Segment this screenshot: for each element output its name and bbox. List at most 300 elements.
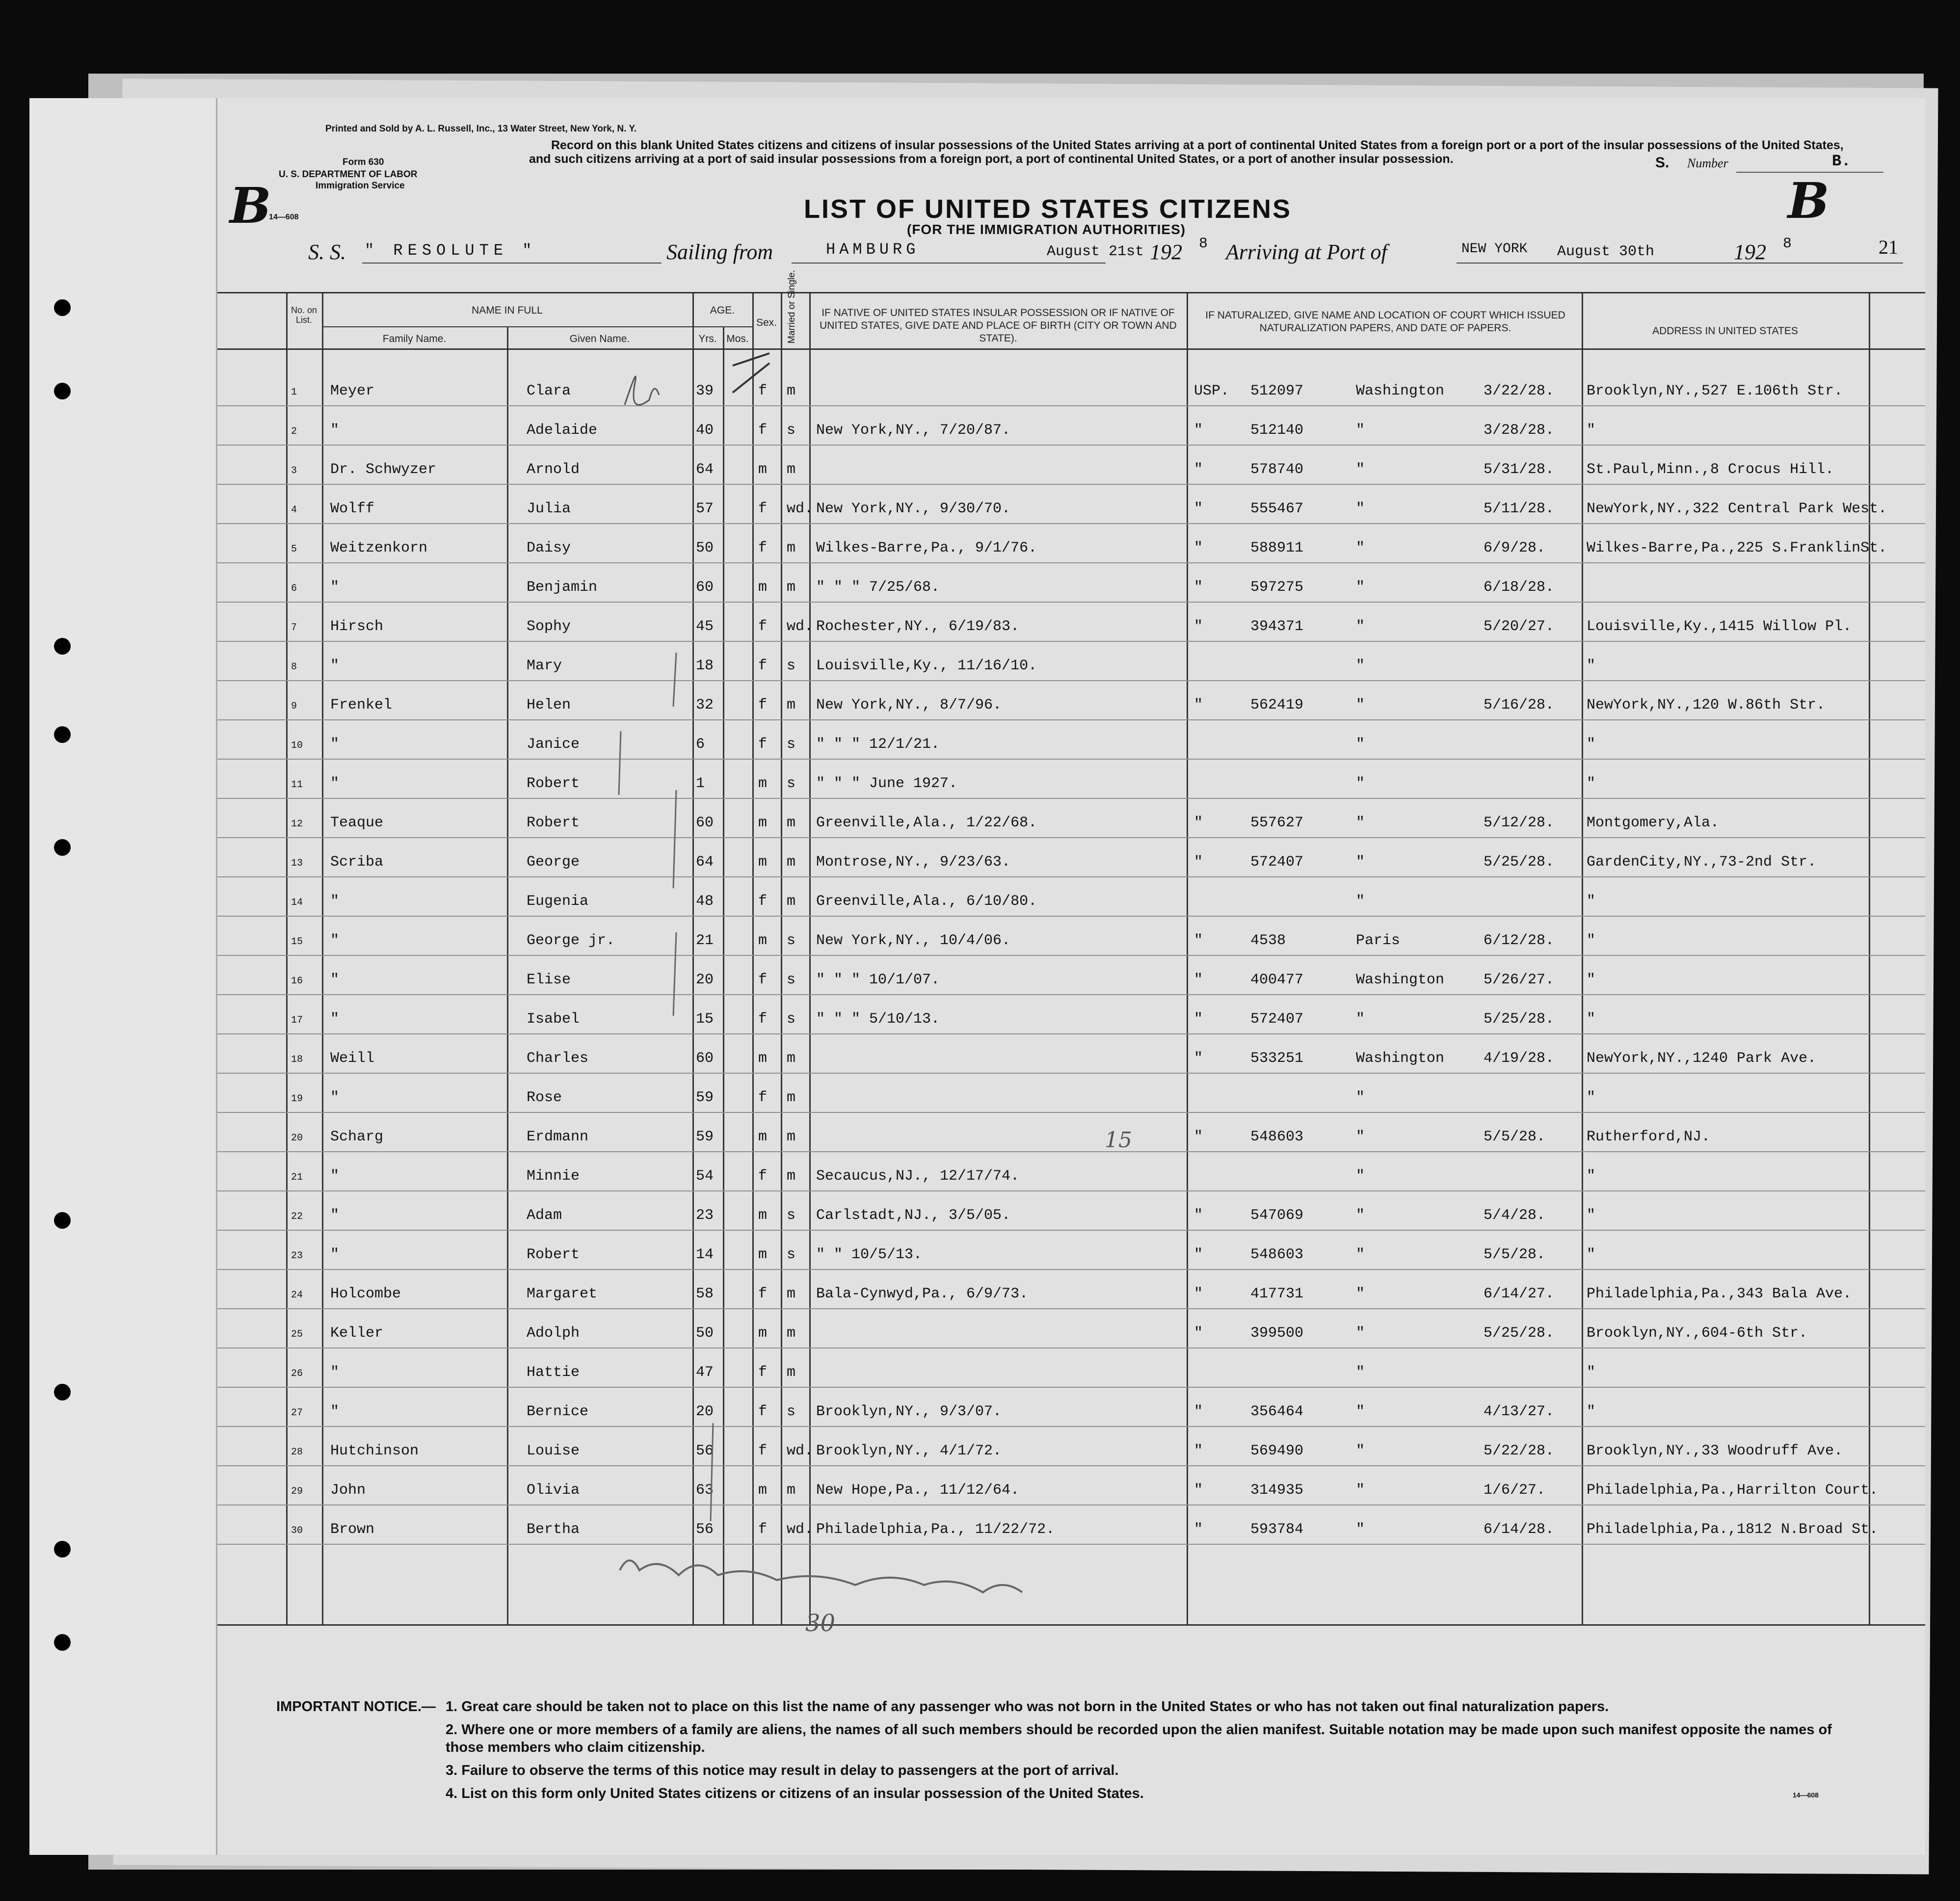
cert-prefix: " [1194, 972, 1203, 988]
family-name: " [330, 658, 340, 674]
court-location: Paris [1356, 932, 1401, 949]
sex: m [758, 1129, 768, 1145]
header-no: No. on List. [291, 305, 318, 325]
number-label: Number [1687, 156, 1728, 170]
row-number: 13 [291, 858, 303, 869]
age-years: 50 [696, 1325, 714, 1342]
marital-status: m [787, 697, 796, 713]
sex: f [758, 736, 768, 753]
row-number: 3 [291, 465, 297, 476]
sex: m [758, 1246, 768, 1263]
paper-date: 6/9/28. [1483, 540, 1546, 556]
row-number: 30 [291, 1525, 303, 1536]
age-years: 57 [696, 501, 714, 517]
given-name: Daisy [527, 540, 571, 556]
sex: m [758, 854, 768, 871]
header-yrs: Yrs. [698, 333, 717, 344]
paper-date: 4/13/27. [1483, 1403, 1555, 1420]
age-years: 60 [696, 1050, 714, 1067]
serial-s: S. [1655, 155, 1669, 171]
age-years: 21 [696, 932, 714, 949]
sex: m [758, 815, 768, 831]
punch-hole [54, 726, 71, 743]
family-name: Weitzenkorn [330, 540, 428, 556]
header-given: Given Name. [569, 333, 630, 344]
given-name: Minnie [527, 1168, 580, 1185]
age-years: 56 [696, 1443, 714, 1459]
row-number: 2 [291, 426, 297, 437]
address: Rutherford,NJ. [1587, 1129, 1711, 1145]
marital-status: m [787, 461, 796, 478]
paper-date: 5/25/28. [1483, 1325, 1555, 1342]
row-number: 10 [291, 740, 303, 751]
notice-item-1: 1. Great care should be taken not to place on this list the name of any passenger who was not born in the United States or who has not taken out final naturalization papers. [446, 1699, 1609, 1715]
address: " [1587, 932, 1596, 949]
year-prefix-2: 192 [1734, 240, 1766, 264]
age-years: 60 [696, 579, 714, 596]
cert-number: 562419 [1250, 697, 1304, 713]
list-letter-right: B [1788, 172, 1829, 230]
notice-label: IMPORTANT NOTICE.— [276, 1699, 436, 1715]
cert-number: 417731 [1250, 1286, 1304, 1302]
row-number: 24 [291, 1290, 303, 1301]
sex: f [758, 501, 768, 517]
given-name: Erdmann [527, 1129, 589, 1145]
age-years: 56 [696, 1521, 714, 1538]
sex: f [758, 1286, 768, 1302]
department: U. S. DEPARTMENT OF LABOR [279, 169, 418, 180]
given-name: Adolph [527, 1325, 580, 1342]
binding-strip [29, 98, 218, 1855]
family-name: " [330, 775, 340, 792]
address: " [1587, 1011, 1596, 1028]
cert-prefix: " [1194, 1521, 1203, 1538]
court-location: " [1356, 1129, 1365, 1145]
cert-prefix: " [1194, 1482, 1203, 1499]
given-name: Adam [527, 1207, 562, 1224]
row-number: 9 [291, 701, 297, 712]
given-name: Hattie [527, 1364, 580, 1381]
sex: m [758, 775, 768, 792]
birth-place-date: " " " 7/25/68. [816, 579, 940, 596]
marital-status: m [787, 1050, 796, 1067]
court-location: " [1356, 461, 1365, 478]
cert-number: 578740 [1250, 461, 1304, 478]
birth-place-date: Brooklyn,NY., 4/1/72. [816, 1443, 1002, 1459]
birth-place-date: Carlstadt,NJ., 3/5/05. [816, 1207, 1011, 1224]
to-port: NEW YORK [1461, 241, 1528, 257]
family-name: Dr. Schwyzer [330, 461, 437, 478]
number-value: B. [1832, 152, 1851, 170]
punch-hole [54, 1541, 71, 1558]
given-name: Bernice [527, 1403, 589, 1420]
address: " [1587, 972, 1596, 988]
given-name: Benjamin [527, 579, 598, 596]
form-title: LIST OF UNITED STATES CITIZENS [804, 194, 1292, 224]
row-number: 11 [291, 779, 303, 791]
arrive-date: August 30th [1557, 243, 1655, 260]
year-digit-2: 8 [1783, 236, 1792, 252]
address: " [1587, 893, 1596, 910]
marital-status: m [787, 1286, 796, 1302]
header-mos: Mos. [726, 333, 749, 344]
family-name: " [330, 1168, 340, 1185]
form-subtitle: (FOR THE IMMIGRATION AUTHORITIES) [907, 222, 1186, 237]
row-number: 20 [291, 1133, 303, 1144]
punch-hole [54, 1384, 71, 1400]
court-location: " [1356, 1482, 1365, 1499]
family-name: " [330, 422, 340, 439]
paper-date: 5/12/28. [1483, 815, 1555, 831]
address: NewYork,NY.,1240 Park Ave. [1587, 1050, 1817, 1067]
cert-number: 572407 [1250, 1011, 1304, 1028]
sex: f [758, 1168, 768, 1185]
family-name: " [330, 1207, 340, 1224]
ship-name: " RESOLUTE " [365, 241, 537, 260]
address: Brooklyn,NY.,604-6th Str. [1587, 1325, 1808, 1342]
family-name: Keller [330, 1325, 384, 1342]
cert-prefix: " [1194, 1443, 1203, 1459]
age-years: 58 [696, 1286, 714, 1302]
marital-status: m [787, 1364, 796, 1381]
address: Philadelphia,Pa.,1812 N.Broad St. [1587, 1521, 1879, 1538]
court-location: " [1356, 618, 1365, 635]
court-location: " [1356, 1286, 1365, 1302]
marital-status: s [787, 658, 796, 674]
header-naturalized: IF NATURALIZED, GIVE NAME AND LOCATION OF COURT WHICH ISSUED NATURALIZATION PAPERS, AND DATE OF PAPERS. [1205, 310, 1565, 334]
row-number: 29 [291, 1486, 303, 1497]
paper-date: 5/22/28. [1483, 1443, 1555, 1459]
court-location: " [1356, 736, 1365, 753]
marital-status: m [787, 893, 796, 910]
birth-place-date: Montrose,NY., 9/23/63. [816, 854, 1011, 871]
paper-date: 4/19/28. [1483, 1050, 1555, 1067]
age-years: 59 [696, 1129, 714, 1145]
marital-status: s [787, 932, 796, 949]
given-name: Bertha [527, 1521, 580, 1538]
manifest-page [216, 98, 1925, 1855]
cert-prefix: " [1194, 422, 1203, 439]
sex: f [758, 658, 768, 674]
marital-status: s [787, 775, 796, 792]
address: " [1587, 1364, 1596, 1381]
birth-place-date: " " " June 1927. [816, 775, 958, 792]
cert-prefix: " [1194, 501, 1203, 517]
address: " [1587, 1168, 1596, 1185]
row-number: 5 [291, 544, 297, 555]
age-years: 40 [696, 422, 714, 439]
family-name: " [330, 1089, 340, 1106]
row-number: 15 [291, 936, 303, 948]
age-years: 48 [696, 893, 714, 910]
row-number: 16 [291, 976, 303, 987]
court-location: " [1356, 697, 1365, 713]
cert-number: 547069 [1250, 1207, 1304, 1224]
header-family: Family Name. [382, 333, 447, 344]
court-location: " [1356, 422, 1365, 439]
cert-number: 512097 [1250, 383, 1304, 399]
age-years: 15 [696, 1011, 714, 1028]
birth-place-date: Louisville,Ky., 11/16/10. [816, 658, 1037, 674]
year-digit: 8 [1199, 236, 1208, 252]
header-address: ADDRESS IN UNITED STATES [1652, 325, 1798, 337]
address: Wilkes-Barre,Pa.,225 S.FranklinSt. [1587, 540, 1887, 556]
address: " [1587, 736, 1596, 753]
year-prefix: 192 [1150, 240, 1182, 264]
punch-hole [54, 383, 71, 399]
address: NewYork,NY.,120 W.86th Str. [1587, 697, 1826, 713]
row-number: 19 [291, 1093, 303, 1105]
birth-place-date: Secaucus,NJ., 12/17/74. [816, 1168, 1020, 1185]
family-name: John [330, 1482, 366, 1499]
sex: m [758, 579, 768, 596]
birth-place-date: Bala-Cynwyd,Pa., 6/9/73. [816, 1286, 1029, 1302]
marital-status: s [787, 422, 796, 439]
cert-prefix: " [1194, 1050, 1203, 1067]
age-years: 6 [696, 736, 705, 753]
paper-date: 3/28/28. [1483, 422, 1555, 439]
marital-status: m [787, 815, 796, 831]
given-name: Arnold [527, 461, 580, 478]
paper-date: 6/14/28. [1483, 1521, 1555, 1538]
birth-place-date: " " " 10/1/07. [816, 972, 940, 988]
marital-status: s [787, 1011, 796, 1028]
cert-prefix: " [1194, 579, 1203, 596]
birth-place-date: " " " 12/1/21. [816, 736, 940, 753]
paper-date: 5/31/28. [1483, 461, 1555, 478]
age-years: 63 [696, 1482, 714, 1499]
cert-number: 557627 [1250, 815, 1304, 831]
family-name: Scharg [330, 1129, 384, 1145]
address: NewYork,NY.,322 Central Park West. [1587, 501, 1887, 517]
age-years: 39 [696, 383, 714, 399]
pencil-lines-2 [619, 731, 713, 1521]
cert-number: 533251 [1250, 1050, 1304, 1067]
marital-status: m [787, 540, 796, 556]
given-name: Louise [527, 1443, 580, 1459]
sex: m [758, 461, 768, 478]
given-name: Robert [527, 1246, 580, 1263]
handwritten-total: 30 [805, 1610, 836, 1637]
cert-prefix: " [1194, 697, 1203, 713]
address: " [1587, 658, 1596, 674]
sex: m [758, 1482, 768, 1499]
cert-number: 512140 [1250, 422, 1304, 439]
pencil-lines [673, 653, 676, 1016]
sex: m [758, 1050, 768, 1067]
notice-item-3: 3. Failure to observe the terms of this notice may result in delay to passengers at the port of arrival. [446, 1763, 1119, 1778]
paper-date: 5/20/27. [1483, 618, 1555, 635]
row-number: 1 [291, 387, 297, 398]
court-location: " [1356, 815, 1365, 831]
age-years: 59 [696, 1089, 714, 1106]
paper-date: 5/26/27. [1483, 972, 1555, 988]
family-name: Wolff [330, 501, 375, 517]
age-years: 18 [696, 658, 714, 674]
notice-form-code: 14—608 [1793, 1791, 1819, 1799]
sex: f [758, 1521, 768, 1538]
punch-hole [54, 1212, 71, 1229]
age-years: 23 [696, 1207, 714, 1224]
cert-number: 356464 [1250, 1403, 1304, 1420]
address: " [1587, 422, 1596, 439]
given-name: Mary [527, 658, 562, 674]
cert-prefix: USP. [1194, 383, 1230, 399]
paper-date: 5/16/28. [1483, 697, 1555, 713]
marital-status: m [787, 383, 796, 399]
paper-date: 1/6/27. [1483, 1482, 1546, 1499]
court-location: " [1356, 1089, 1365, 1106]
family-name: Hirsch [330, 618, 384, 635]
marital-status: wd. [787, 501, 814, 517]
cert-prefix: " [1194, 1325, 1203, 1342]
given-name: Julia [527, 501, 571, 517]
marital-status: m [787, 854, 796, 871]
cert-number: 569490 [1250, 1443, 1304, 1459]
family-name: Meyer [330, 383, 375, 399]
age-years: 45 [696, 618, 714, 635]
marital-status: s [787, 972, 796, 988]
age-years: 14 [696, 1246, 714, 1263]
row-number: 22 [291, 1211, 303, 1222]
row-number: 21 [291, 1172, 303, 1183]
page-number: 21 [1879, 236, 1898, 258]
cert-number: 314935 [1250, 1482, 1304, 1499]
sailing-label: Sailing from [666, 240, 773, 264]
check-marks [733, 353, 769, 393]
cert-number: 555467 [1250, 501, 1304, 517]
birth-place-date: Greenville,Ala., 1/22/68. [816, 815, 1037, 831]
age-years: 47 [696, 1364, 714, 1381]
row-number: 14 [291, 897, 303, 908]
marital-status: s [787, 1403, 796, 1420]
court-location: " [1356, 501, 1365, 517]
birth-place-date: New Hope,Pa., 11/12/64. [816, 1482, 1020, 1499]
birth-place-date: Rochester,NY., 6/19/83. [816, 618, 1020, 635]
sex: m [758, 1325, 768, 1342]
paper-date: 6/18/28. [1483, 579, 1555, 596]
marital-status: m [787, 1168, 796, 1185]
cert-prefix: " [1194, 854, 1203, 871]
cert-prefix: " [1194, 1246, 1203, 1263]
marital-status: m [787, 1325, 796, 1342]
cert-number: 597275 [1250, 579, 1304, 596]
printer-imprint: Printed and Sold by A. L. Russell, Inc., 13 Water Street, New York, N. Y. [325, 124, 637, 134]
given-name: Adelaide [527, 422, 598, 439]
court-location: " [1356, 658, 1365, 674]
sex: f [758, 1403, 768, 1420]
birth-place-date: Brooklyn,NY., 9/3/07. [816, 1403, 1002, 1420]
row-number: 26 [291, 1368, 303, 1379]
given-name: Sophy [527, 618, 571, 635]
given-name: Elise [527, 972, 571, 988]
row-number: 18 [291, 1054, 303, 1065]
age-years: 54 [696, 1168, 714, 1185]
cert-number: 548603 [1250, 1129, 1304, 1145]
paper-date: 5/5/28. [1483, 1246, 1546, 1263]
cert-prefix: " [1194, 540, 1203, 556]
birth-place-date: Greenville,Ala., 6/10/80. [816, 893, 1037, 910]
address: Brooklyn,NY.,33 Woodruff Ave. [1587, 1443, 1843, 1459]
given-name: Clara [527, 383, 571, 399]
given-name: Rose [527, 1089, 562, 1106]
header-age: AGE. [710, 305, 735, 316]
row-number: 12 [291, 818, 303, 830]
cert-prefix: " [1194, 618, 1203, 635]
notice-item-4: 4. List on this form only United States citizens or citizens of an insular possession of the United States. [446, 1786, 1144, 1801]
given-name: Eugenia [527, 893, 589, 910]
address: Brooklyn,NY.,527 E.106th Str. [1587, 383, 1843, 399]
sex: f [758, 697, 768, 713]
given-name: Robert [527, 775, 580, 792]
cert-number: 4538 [1250, 932, 1286, 949]
birth-place-date: Philadelphia,Pa., 11/22/72. [816, 1521, 1055, 1538]
court-location: " [1356, 540, 1365, 556]
given-name: Helen [527, 697, 571, 713]
initials-mark [625, 376, 659, 405]
family-name: " [330, 1246, 340, 1263]
age-years: 20 [696, 1403, 714, 1420]
punch-hole [54, 839, 71, 856]
marital-status: m [787, 1129, 796, 1145]
row-number: 7 [291, 622, 297, 634]
given-name: Olivia [527, 1482, 580, 1499]
address: Philadelphia,Pa.,343 Bala Ave. [1587, 1286, 1852, 1302]
family-name: " [330, 1364, 340, 1381]
marital-status: wd. [787, 618, 814, 635]
paper-date: 6/14/27. [1483, 1286, 1555, 1302]
cert-number: 572407 [1250, 854, 1304, 871]
family-name: " [330, 893, 340, 910]
sail-date: August 21st [1047, 243, 1144, 260]
birth-place-date: New York,NY., 10/4/06. [816, 932, 1011, 949]
given-name: Margaret [527, 1286, 598, 1302]
birth-place-date: New York,NY., 7/20/87. [816, 422, 1011, 439]
marital-status: m [787, 1482, 796, 1499]
sex: f [758, 1364, 768, 1381]
family-name: " [330, 579, 340, 596]
paper-date: 5/25/28. [1483, 854, 1555, 871]
court-location: " [1356, 1325, 1365, 1342]
form-number: Form 630 [343, 157, 384, 167]
court-location: " [1356, 1246, 1365, 1263]
service: Immigration Service [316, 181, 405, 191]
given-name: George [527, 854, 580, 871]
age-years: 1 [696, 775, 705, 792]
sex: f [758, 1443, 768, 1459]
sex: f [758, 540, 768, 556]
ss-label: S. S. [308, 240, 346, 264]
sex: f [758, 893, 768, 910]
row-number: 27 [291, 1407, 303, 1419]
header-married: Married or Single. [787, 270, 797, 343]
birth-place-date: New York,NY., 8/7/96. [816, 697, 1002, 713]
address: " [1587, 1246, 1596, 1263]
given-name: George jr. [527, 932, 615, 949]
paper-date: 5/5/28. [1483, 1129, 1546, 1145]
from-port: HAMBURG [826, 240, 920, 259]
family-name: " [330, 972, 340, 988]
paper-date: 6/12/28. [1483, 932, 1555, 949]
signature [620, 1560, 1022, 1592]
cert-number: 548603 [1250, 1246, 1304, 1263]
row-number: 23 [291, 1250, 303, 1262]
cert-prefix: " [1194, 1207, 1203, 1224]
birth-place-date: New York,NY., 9/30/70. [816, 501, 1011, 517]
family-name: Teaque [330, 815, 384, 831]
form-code: 14—608 [269, 213, 299, 221]
handwritten-mark: 15 [1105, 1128, 1132, 1153]
